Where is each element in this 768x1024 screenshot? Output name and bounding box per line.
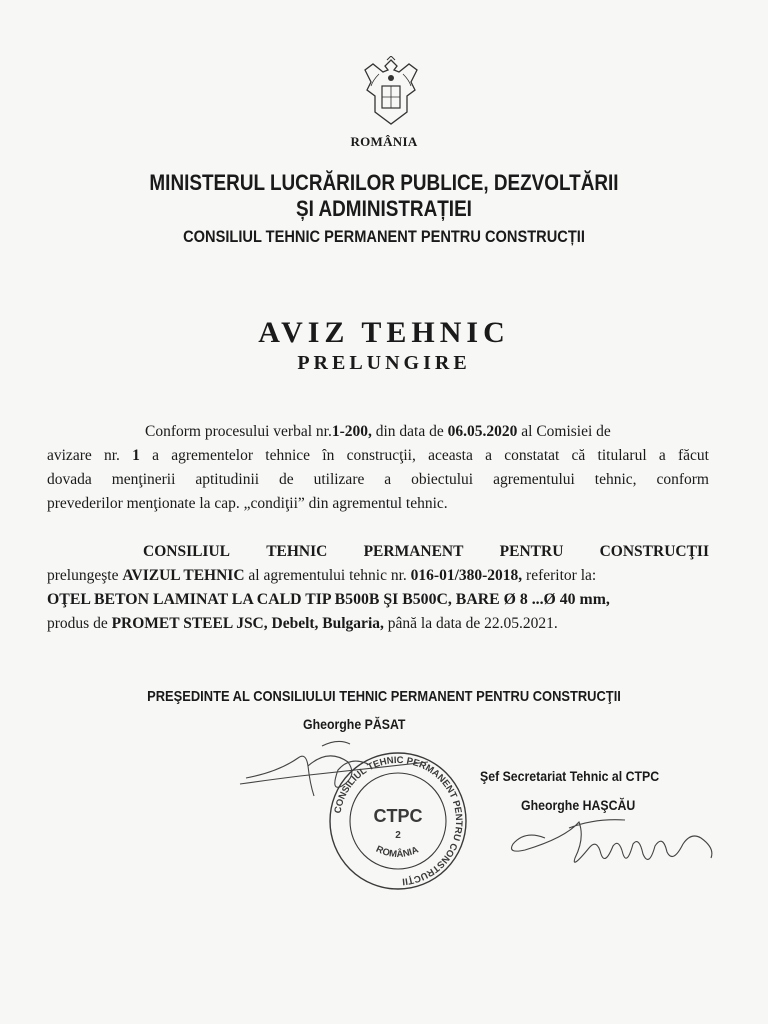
p2-line1: CONSILIUL TEHNIC PERMANENT PENTRU CONSTRUCŢII xyxy=(143,543,709,560)
p1-line1: Conform procesului verbal nr.1-200, din data de 06.05.2020 al Comisiei de xyxy=(145,423,611,440)
document-title: AVIZ TEHNIC xyxy=(258,316,510,349)
p2-line4: produs de PROMET STEEL JSC, Debelt, Bulgaria, până la data de 22.05.2021. xyxy=(47,615,558,632)
president-title: PREŞEDINTE AL CONSILIULUI TEHNIC PERMANENT PENTRU CONSTRUCŢII xyxy=(147,688,621,705)
p1-line3: dovada menţinerii aptitudinii de utilizare a obiectului agrementului tehnic, conform xyxy=(47,471,709,488)
p1-line4: prevederilor menţionate la cap. „condiţii” din agrementul tehnic. xyxy=(47,495,448,512)
secretary-signature-icon xyxy=(505,808,745,888)
document-subtitle: PRELUNGIRE xyxy=(297,352,471,374)
secretary-name: Gheorghe HAŞCĂU xyxy=(521,797,636,813)
p2-line2: prelungeşte AVIZUL TEHNIC al agrementului tehnic nr. 016-01/380-2018, referitor la: xyxy=(47,567,597,584)
secretary-title: Şef Secretariat Tehnic al CTPC xyxy=(480,768,660,784)
coat-of-arms-icon xyxy=(361,56,421,128)
p1-line2: avizare nr. 1 a agrementelor tehnice în construcţii, aceasta a constatat că titularul a făcut xyxy=(47,447,709,464)
president-name: Gheorghe PĂSAT xyxy=(303,716,406,732)
ministry-title-line1: MINISTERUL LUCRĂRILOR PUBLICE, DEZVOLTĂRII xyxy=(149,170,619,195)
stamp-bottom-text: ROMÂNIA xyxy=(374,843,421,861)
council-title: CONSILIUL TEHNIC PERMANENT PENTRU CONSTRUCȚII xyxy=(183,227,585,246)
p2-line3: OŢEL BETON LAMINAT LA CALD TIP B500B ŞI B500C, BARE Ø 8 ...Ø 40 mm, xyxy=(47,591,610,608)
country-label: ROMÂNIA xyxy=(350,134,418,149)
stamp-number: 2 xyxy=(395,830,401,841)
official-stamp xyxy=(318,746,478,896)
ministry-title-line2: ȘI ADMINISTRAȚIEI xyxy=(296,196,472,221)
stamp-center-text: CTPC xyxy=(373,806,423,826)
stamp-outer-text: CONSILIUL TEHNIC PERMANENT PENTRU CONSTRUCŢII xyxy=(332,754,465,887)
